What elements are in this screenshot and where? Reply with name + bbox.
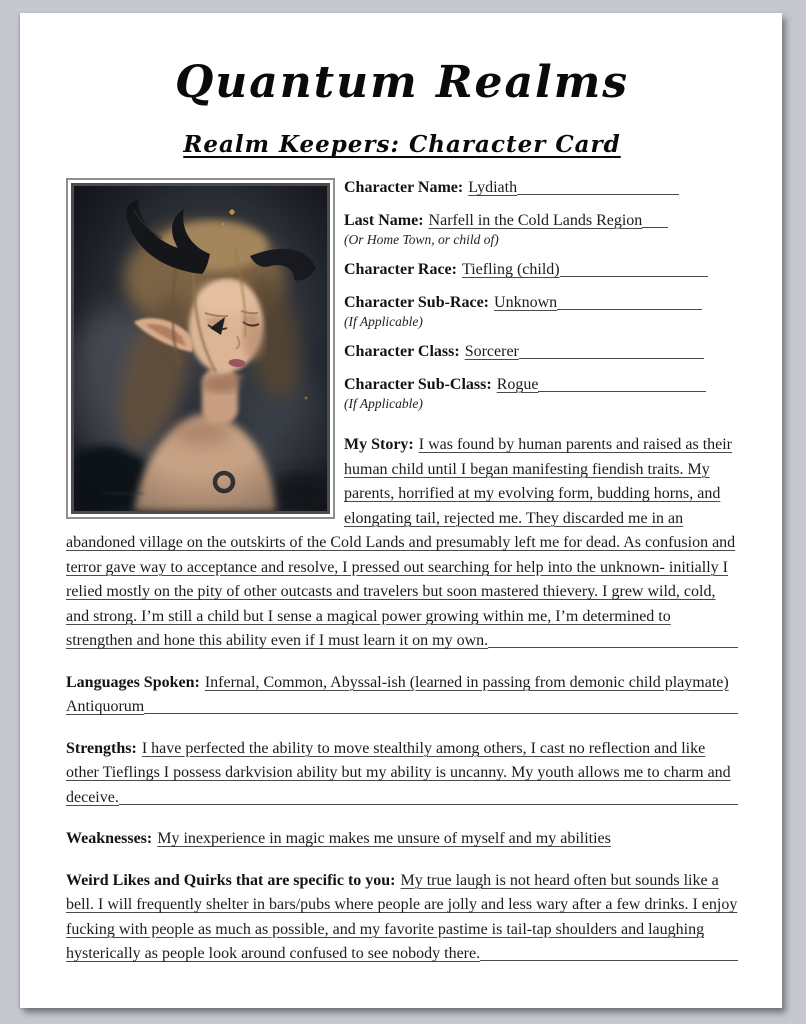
field-note: (If Applicable) [344,314,423,330]
document-page [20,13,782,1008]
character-portrait [71,183,330,514]
blank-underline [557,308,702,310]
section-label: Weaknesses: [66,830,153,848]
section-strengths [66,737,738,811]
blank-underline [560,275,708,277]
section-label: Strengths: [66,739,137,757]
blank-underline [480,959,738,961]
tiefling-portrait-art [74,186,327,511]
character-portrait-frame [66,178,335,519]
blank-underline [642,226,668,228]
document-subtitle: Realm Keepers: Character Card [183,131,621,159]
field-label: Character Race: [344,261,457,279]
section-weaknesses [66,827,738,852]
field-label: Character Name: [344,179,464,197]
field-label: Last Name: [344,211,424,229]
blank-underline [519,357,704,359]
field-note: (Or Home Town, or child of) [344,232,499,248]
document-body [66,176,738,984]
field-value[interactable]: Tiefling (child) [461,261,560,279]
field-note: (If Applicable) [344,396,423,412]
document-title: Quantum Realms [174,57,630,108]
section-weird-likes-quirks [66,869,738,967]
blank-underline [488,646,738,648]
field-value[interactable]: Lydiath [468,179,518,197]
section-label: Weird Likes and Quirks that are specific to you: [66,871,396,889]
field-value[interactable]: Unknown [494,293,558,311]
field-value[interactable]: Narfell in the Cold Lands Region [428,211,643,229]
field-label: Character Sub-Class: [344,375,492,393]
field-label: Character Class: [344,343,460,361]
section-label: Languages Spoken: [66,673,200,691]
field-value[interactable]: Rogue [496,375,539,393]
section-label: My Story: [344,436,414,454]
field-label: Character Sub-Race: [344,293,490,311]
section-text[interactable]: I have perfected the ability to move stealthily among others, I cast no reflection and like other Tieflings I possess darkvision ability but my ability is uncanny. My youth allows me to charm and deceive. [66,739,731,806]
blank-underline [517,193,679,195]
section-text[interactable]: I was found by human parents and raised as their human child until I began manifesting fiendish traits. My parents, horrified at my evolving form, budding horns, and elongating tail, rejected me. They discarded me in an abandoned village on the outskirts of the Cold Lands and presumably left me for dead. As confusion and terror gave way to acceptance and resolve, I pressed out searching for help into the unknown- initially I relied mostly on the pity of other outcasts and travelers but soon mastered thievery. I grew wild, cold, and strong. I’m still a child but I sense a magical power growing within me, I’m determined to strengthen and hone this ability even if I must learn it on my own. [66,436,736,650]
section-text[interactable]: My true laugh is not heard often but sounds like a bell. I will frequently shelter in bars/pubs where people are jolly and less wary after a few drinks. I enjoy fucking with people as much as possible, and my favorite pastime is tail-tap shoulders and laughing hysterically as people look around confused to see nobody there. [66,871,738,963]
field-value[interactable]: Sorcerer [464,343,519,361]
section-text[interactable]: Infernal, Common, Abyssal-ish (learned in passing from demonic child playmate) Antiquorum [66,673,729,716]
blank-underline [144,712,738,714]
section-languages-spoken [66,671,738,720]
blank-underline [119,803,738,805]
section-text[interactable]: My inexperience in magic makes me unsure of myself and my abilities [157,830,611,848]
blank-underline [538,390,706,392]
